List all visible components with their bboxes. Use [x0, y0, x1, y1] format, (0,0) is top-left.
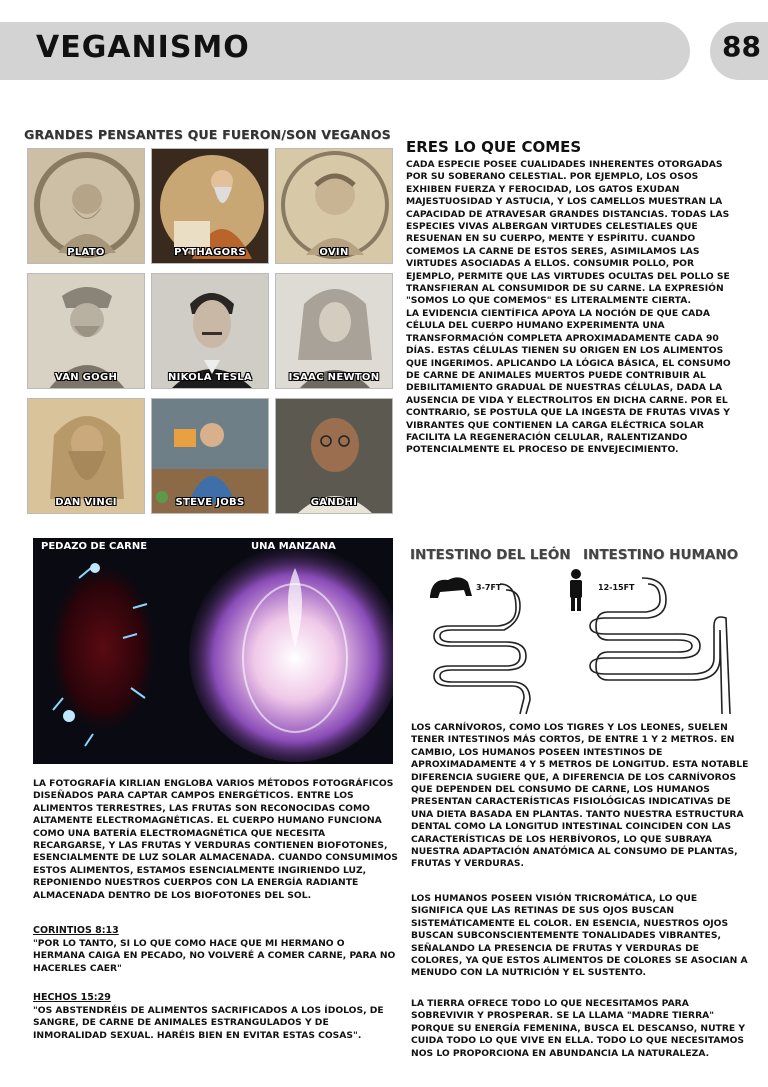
portrait-label: NIKOLA TESLA	[167, 372, 253, 383]
human-intestine-length: 12-15FT	[598, 583, 635, 592]
kirlian-photo	[33, 538, 393, 764]
kirlian-image	[33, 538, 393, 764]
kirlian-label-apple: UNA MANZANA	[251, 541, 336, 552]
section-title-eres: ERES LO QUE COMES	[406, 138, 582, 156]
verse-text-corintios: "POR LO TANTO, SI LO QUE COMO HACE QUE MI HERMANO O HERMANA CAIGA EN PECADO, NO VOLVERÉ A COMER CARNE, PARA NO HACERLES CAER"	[33, 938, 396, 974]
human-icon	[570, 569, 582, 611]
portrait-label: PLATO	[67, 247, 105, 258]
intestine-human-label: INTESTINO HUMANO	[583, 547, 739, 563]
vision-paragraph: LOS HUMANOS POSEEN VISIÓN TRICROMÁTICA, LO QUE SIGNIFICA QUE LAS RETINAS DE SUS OJOS BUSCAN SISTEMÁTICAMENTE EL COLOR. EN ESENCIA, NUESTROS OJOS BUSCAN SUBCONSCIENTEMENTE TONALIDADES VIBRANTES, SEÑALANDO LA PRESENCIA DE FRUTAS Y VERDURAS DE COLORES, YA QUE ESTOS ALIMENTOS DE COLORES SE ASOCIAN A MENUDO CON LA NUTRICIÓN Y EL SUSTENTO.	[411, 893, 748, 979]
tierra-paragraph: LA TIERRA OFRECE TODO LO QUE NECESITAMOS PARA SOBREVIVIR Y PROSPERAR. SE LA LLAMA "MADRE TIERRA" PORQUE SU ENERGÍA FEMENINA, BUSCA EL DESCANSO, NUTRE Y CUIDA TODO LO QUE VIVE EN ELLA. TODO LO QUE NECESITAMOS NOS LO PROPORCIONA EN ABUNDANCIA LA NATURALEZA.	[411, 998, 746, 1059]
portrait-label: DAN VINCI	[55, 497, 117, 508]
lion-intestine-length: 3-7FT	[476, 583, 502, 592]
kirlian-caption: LA FOTOGRAFÍA KIRLIAN ENGLOBA VARIOS MÉTODOS FOTOGRÁFICOS DISEÑADOS PARA CAPTAR CAMPOS ENERGÉTICOS. ENTRE LOS ALIMENTOS TERRESTRES, LAS FRUTAS SON RECONOCIDAS COMO ALTAMENTE ELECTROMAGNÉTICAS. EL CUERPO HUMANO FUNCIONA COMO UNA BATERÍA ELECTROMAGNÉTICA QUE NECESITA RECARGARSE, Y LAS FRUTAS Y VERDURAS CONTIENEN BIOFOTONES, ESENCIALMENTE DE LUZ SOLAR ALMACENADA. CUANDO CONSUMIMOS ESTOS ALIMENTOS, ESTAMOS ESENCIALMENTE INGIRIENDO LUZ, REPONIENDO NUESTROS CUERPOS CON LA ENERGÍA RADIANTE ALMACENADA DENTRO DE LOS BIOFOTONES DEL SOL.	[33, 778, 398, 901]
intestine-paragraph: LOS CARNÍVOROS, COMO LOS TIGRES Y LOS LEONES, SUELEN TENER INTESTINOS MÁS CORTOS, DE ENTRE 1 Y 2 METROS. EN CAMBIO, LOS HUMANOS POSEEN INTESTINOS DE APROXIMADAMENTE 4 Y 5 METROS DE LONGITUD. ESTA NOTABLE DIFERENCIA SUGIERE QUE, A DIFERENCIA DE LOS CARNÍVOROS QUE DEPENDEN DEL CONSUMO DE CARNE, LOS HUMANOS PRESENTAN CARACTERÍSTICAS FISIOLÓGICAS INDICATIVAS DE UNA DIETA BASADA EN PLANTAS. TANTO NUESTRA ESTRUCTURA DENTAL COMO LA LONGITUD INTESTINAL COINCIDEN CON LAS CARACTERÍSTICAS DE LOS HERBÍVOROS, LO QUE SUBRAYA NUESTRA ADAPTACIÓN ANATÓMICA AL CONSUMO DE PLANTAS, FRUTAS Y VERDURAS.	[411, 722, 749, 870]
portrait-label: ISAAC NEWTON	[288, 372, 380, 383]
eres-text-block	[406, 159, 744, 457]
portrait-tesla	[151, 273, 269, 389]
portrait-newton	[275, 273, 393, 389]
thinkers-heading: GRANDES PENSANTES QUE FUERON/SON VEGANOS	[24, 127, 391, 142]
portrait-gandhi	[275, 398, 393, 514]
portrait-ovid	[275, 148, 393, 264]
portrait-label: OVIN	[319, 247, 349, 258]
page-number: 88	[722, 30, 761, 63]
intestine-lion-label: INTESTINO DEL LEÓN	[410, 547, 571, 563]
verse-ref-corintios: CORINTIOS 8:13	[33, 925, 119, 936]
portrait-label: GANDHI	[310, 497, 358, 508]
lion-icon	[430, 577, 472, 598]
verse-ref-hechos: HECHOS 15:29	[33, 992, 111, 1003]
page-title: VEGANISMO	[36, 30, 250, 65]
portrait-da-vinci	[27, 398, 145, 514]
kirlian-label-meat: PEDAZO DE CARNE	[41, 541, 148, 552]
portrait-label: PYTHAGORS	[174, 247, 246, 258]
portrait-steve-jobs	[151, 398, 269, 514]
portrait-label: VAN GOGH	[54, 372, 118, 383]
portrait-plato	[27, 148, 145, 264]
portrait-van-gogh	[27, 273, 145, 389]
portrait-label: STEVE JOBS	[175, 497, 245, 508]
verse-text-hechos: "OS ABSTENDRÉIS DE ALIMENTOS SACRIFICADOS A LOS ÍDOLOS, DE SANGRE, DE CARNE DE ANIMALES ESTRANGULADOS Y DE INMORALIDAD SEXUAL. HARÉIS BIEN EN EVITAR ESTAS COSAS".	[33, 1005, 384, 1041]
eres-paragraph-2: LA EVIDENCIA CIENTÍFICA APOYA LA NOCIÓN DE QUE CADA CÉLULA DEL CUERPO HUMANO EXPERIMENTA UNA TRANSFORMACIÓN COMPLETA APROXIMADAMENTE CADA 90 DÍAS. ESTAS CÉLULAS TIENEN SU ORIGEN EN LOS ALIMENTOS QUE INGERIMOS. APLICANDO LA LÓGICA BÁSICA, EL CONSUMO DE CARNE DE ANIMALES MUERTOS PUEDE CONTRIBUIR AL DEBILITAMIENTO GRADUAL DE NUESTRAS CÉLULAS, DADA LA AUSENCIA DE VIDA Y ELECTROLITOS EN DICHA CARNE. POR EL CONTRARIO, SE POSTULA QUE LA INGESTA DE FRUTAS VIVAS Y VIBRANTES QUE CONTIENEN LA CARGA ELÉCTRICA SOLAR FACILITA LA REGENERACIÓN CELULAR, RALENTIZANDO POTENCIALMENTE EL PROCESO DE ENVEJECIMIENTO.	[406, 307, 731, 456]
portrait-pythagoras	[151, 148, 269, 264]
intestine-diagram	[420, 566, 740, 716]
eres-paragraph-1: CADA ESPECIE POSEE CUALIDADES INHERENTES OTORGADAS POR SU SOBERANO CELESTIAL. POR EJEMPLO, LOS OSOS EXHIBEN FUERZA Y FEROCIDAD, LOS GATOS EXUDAN MAJESTUOSIDAD Y ASTUCIA, Y LOS CAMELLOS MUESTRAN LA CAPACIDAD DE ATRAVESAR GRANDES DISTANCIAS. TODAS LAS ESPECIES VIVAS ALBERGAN VIRTUDES CELESTIALES QUE RESUENAN EN SU CUERPO, MENTE Y ESPÍRITU. CUANDO COMEMOS LA CARNE DE ESTOS SERES, ASIMILAMOS LAS VIRTUDES ASOCIADAS A ELLOS. CONSUMIR POLLO, POR EJEMPLO, PERMITE QUE LAS VIRTUDES OCULTAS DEL POLLO SE TRANSFIERAN AL CONSUMIDOR DE SU CARNE. LA EXPRESIÓN "SOMOS LO QUE COMEMOS" ES LITERALMENTE CIERTA.	[406, 159, 730, 307]
